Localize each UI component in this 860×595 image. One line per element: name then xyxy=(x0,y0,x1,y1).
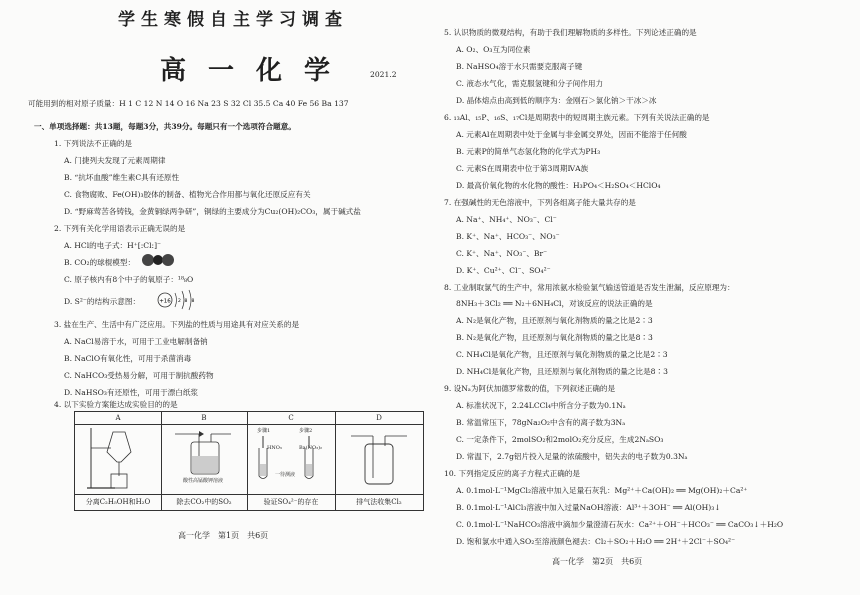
subject-title: 高一化学 xyxy=(160,56,353,86)
q1-option-d: D. “野麻莺苦各铸钱，金黄铜绿两争研”，铜绿的主要成分为Cu₂(OH)₂CO₃，属于碱式盐 xyxy=(64,207,361,216)
experiment-caption-d: 排气法收集Cl₂ xyxy=(335,494,423,510)
experiment-cell-d xyxy=(335,412,423,510)
step2-label: 步骤2 xyxy=(299,428,313,434)
q2-stem: 2. 下列有关化学用语表示正确无误的是 xyxy=(54,224,186,233)
q2-option-c: C. 原子核内有8个中子的氧原子：¹⁸₈O xyxy=(64,275,194,284)
footer-page2: 高一化学 第2页 共6页 xyxy=(552,557,643,566)
q5-option-b: B. NaHSO₄溶于水只需要克服离子键 xyxy=(456,62,583,71)
q2-option-b: B. CO₂的球棍模型： xyxy=(64,258,136,267)
q9-option-c: C. 一定条件下，2molSO₂和2molO₂充分反应，生成2NₐSO₃ xyxy=(456,435,664,444)
svg-text:2: 2 xyxy=(178,299,181,304)
reagent-kmno4-label: 酸性高锰酸钾溶液 xyxy=(183,478,224,484)
experiment-caption-a: 分离C₂H₅OH和H₂O xyxy=(75,494,161,510)
q8-option-b: B. N₂是氧化产物，且还原剂与氧化剂物质的量之比是8∶3 xyxy=(456,333,653,342)
q6-option-b: B. 元素P的简单气态氢化物的化学式为PH₃ xyxy=(456,147,601,156)
q1-stem: 1. 下列说法不正确的是 xyxy=(54,139,133,148)
q8-option-d: D. NH₄Cl是氧化产物，且还原剂与氧化剂物质的量之比是8∶3 xyxy=(456,367,668,376)
q4-stem: 4. 以下实验方案能达成实验目的的是 xyxy=(54,400,178,409)
svg-text:8: 8 xyxy=(191,299,195,304)
experiment-cell-b xyxy=(161,412,248,510)
q7-option-c: C. K⁺、Na⁺、NO₃⁻、Br⁻ xyxy=(456,249,548,258)
q7-option-b: B. K⁺、Na⁺、HCO₃⁻、NO₃⁻ xyxy=(456,232,560,241)
q9-option-b: B. 常温常压下，78gNa₂O₂中含有的离子数为3Nₐ xyxy=(456,418,626,427)
experiment-caption-c: 验证SO₄²⁻的存在 xyxy=(247,494,335,510)
separatory-funnel-diagram xyxy=(85,426,151,492)
experiment-header-d: D xyxy=(335,412,423,425)
q3-option-a: A. NaCl易溶于水，可用于工业电解制备钠 xyxy=(64,337,208,346)
q7-option-d: D. K⁺、Cu²⁺、Cl⁻、SO₄²⁻ xyxy=(456,266,551,275)
q1-option-c: C. 食物腐败、Fe(OH)₃胶体的制备、植物光合作用都与氧化还原反应有关 xyxy=(64,190,311,199)
q9-option-d: D. 常温下，2.7g铝片投入足量的浓硫酸中，铝失去的电子数为0.3Nₐ xyxy=(456,452,688,461)
experiment-cell-c xyxy=(247,412,336,510)
q8-option-c: C. NH₄Cl是氧化产物，且还原剂与氧化剂物质的量之比是2∶3 xyxy=(456,350,668,359)
q1-option-b: B. “抗坏血酸”维生素C具有还原性 xyxy=(64,173,180,182)
q10-option-c: C. 0.1mol·L⁻¹NaHCO₃溶液中滴加少量澄清石灰水：Ca²⁺＋OH⁻＋HCO₃⁻ ══ CaCO₃↓＋H₂O xyxy=(456,520,784,529)
q6-stem: 6. ₁₃Al、₁₅P、₁₆S、₁₇Cl是周期表中的短周期主族元素。下列有关说法正确的是 xyxy=(444,113,710,122)
step1-label: 步骤1 xyxy=(257,428,271,434)
q7-option-a: A. Na⁺、NH₄⁺、NO₃⁻、Cl⁻ xyxy=(456,215,557,224)
q8-stem: 8. 工业制取氯气的生产中，常用浓氨水检验氯气输送管道是否发生泄漏，反应原理为： xyxy=(444,283,735,292)
co2-ball-stick-model xyxy=(140,252,176,268)
svg-text:8: 8 xyxy=(184,299,188,304)
q6-option-d: D. 最高价氧化物的水化物的酸性：H₃PO₄＜H₂SO₄＜HClO₄ xyxy=(456,181,661,190)
sulfide-ion-diagram xyxy=(156,289,196,311)
q9-option-a: A. 标准状况下，2.24LCCl₄中所含分子数为0.1Nₐ xyxy=(456,401,626,410)
q5-option-a: A. O₂、O₃互为同位素 xyxy=(456,45,531,54)
q1-option-a: A. 门捷列夫发现了元素周期律 xyxy=(64,156,166,165)
q10-option-d: D. 饱和氯水中通入SO₂至溶液颜色褪去：Cl₂＋SO₂＋H₂O ══ 2H⁺＋2Cl⁻＋SO₄²⁻ xyxy=(456,537,736,546)
survey-title: 学生寒假自主学习调查 xyxy=(118,10,348,30)
q5-option-c: C. 液态水气化，需克服氢键和分子间作用力 xyxy=(456,79,604,88)
q3-stem: 3. 盐在生产、生活中有广泛应用。下列盐的性质与用途具有对应关系的是 xyxy=(54,320,300,329)
q10-option-a: A. 0.1mol·L⁻¹MgCl₂溶液中加入足量石灰乳：Mg²⁺＋Ca(OH)₂ ══ Mg(OH)₂＋Ca²⁺ xyxy=(456,486,748,495)
q8-equation: 8NH₃＋3Cl₂ ══ N₂＋6NH₄Cl，对该反应的说法正确的是 xyxy=(456,299,653,308)
q5-stem: 5. 认识物质的微观结构，有助于我们理解物质的多样性。下列论述正确的是 xyxy=(444,28,697,37)
left-column xyxy=(22,0,434,595)
q6-option-a: A. 元素Al在周期表中处于金属与非金属交界处，因而不能溶于任何酸 xyxy=(456,130,687,139)
q5-option-d: D. 晶体熔点由高到低的顺序为：金刚石＞氯化钠＞干冰＞冰 xyxy=(456,96,657,105)
q6-option-c: C. 元素S在周期表中位于第3周期ⅣA族 xyxy=(456,164,589,173)
q10-option-b: B. 0.1mol·L⁻¹AlCl₃溶液中加入过量NaOH溶液：Al³⁺＋3OH⁻ ══ Al(OH)₃↓ xyxy=(456,503,721,512)
atomic-masses: 可能用到的相对原子质量：H 1 C 12 N 14 O 16 Na 23 S 32 Cl 35.5 Ca 40 Fe 56 Ba 137 xyxy=(28,99,349,108)
exam-date: 2021.2 xyxy=(370,70,397,79)
q2-option-d: D. S²⁻的结构示意图： xyxy=(64,297,141,306)
footer-page1: 高一化学 第1页 共6页 xyxy=(178,531,269,540)
svg-text:+16: +16 xyxy=(159,298,171,305)
section-heading: 一、单项选择题：共13题，每题3分，共39分。每题只有一个选项符合题意。 xyxy=(34,122,296,131)
experiment-header-a: A xyxy=(75,412,161,425)
experiment-header-b: B xyxy=(161,412,247,425)
experiment-table xyxy=(74,411,424,511)
hno3-label: HNO₃ xyxy=(267,445,282,451)
q8-option-a: A. N₂是氧化产物，且还原剂与氧化剂物质的量之比是2∶3 xyxy=(456,316,653,325)
experiment-header-c: C xyxy=(247,412,335,425)
ba-nitrate-label: Ba(NO₃)₂ xyxy=(299,445,323,451)
q9-stem: 9. 设Nₐ为阿伏加德罗常数的值，下列叙述正确的是 xyxy=(444,384,616,393)
gas-collection-bottle-diagram xyxy=(347,428,411,490)
sample-label: 一待测液 xyxy=(275,472,296,478)
q3-option-c: C. NaHCO₃受热易分解，可用于制抗酸药物 xyxy=(64,371,214,380)
experiment-caption-b: 除去CO₂中的SO₂ xyxy=(161,494,247,510)
right-column xyxy=(442,0,850,595)
q10-stem: 10. 下列指定反应的离子方程式正确的是 xyxy=(444,469,580,478)
gas-washing-bottle-diagram xyxy=(173,426,235,476)
q3-option-d: D. NaHSO₃有还原性，可用于漂白纸浆 xyxy=(64,388,199,397)
q2-option-a: A. HCl的电子式：H⁺[:Cl:]⁻ xyxy=(64,241,162,250)
q7-stem: 7. 在强碱性的无色溶液中，下列各组离子能大量共存的是 xyxy=(444,198,636,207)
q3-option-b: B. NaClO有氧化性，可用于杀菌消毒 xyxy=(64,354,192,363)
experiment-cell-a xyxy=(75,412,162,510)
